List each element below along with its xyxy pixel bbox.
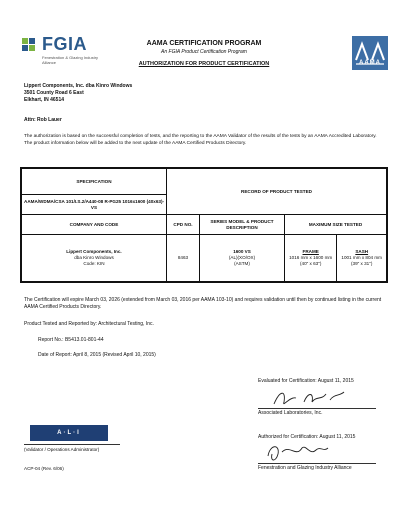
validator-line	[24, 444, 120, 445]
specification-value: AAMA/WDMA/CSA 101/I.S.2/A440-08 R-PG25 1016x1600 (40x63)-VS	[22, 195, 167, 215]
authorizer-org: Fenestration and Glazing Industry Alliance	[258, 465, 352, 471]
record-header: RECORD OF PRODUCT TESTED	[167, 169, 387, 215]
sash-size-mm: 1001 mm x 804 mm	[341, 255, 382, 260]
specification-cell	[22, 169, 167, 195]
col-cpd-header: CPD NO.	[167, 215, 200, 235]
report-number: Report No.: B5413.01-801-44	[38, 337, 104, 343]
evaluator-signature-icon	[270, 386, 360, 410]
series-config: (AL)(XO/OX)	[228, 255, 256, 260]
program-subtitle: An FGIA Product Certification Program	[161, 49, 247, 55]
company-dba: dba Kinro Windows	[74, 255, 114, 260]
ali-logo: A·L·I	[30, 425, 108, 441]
address-line1: Lippert Components, Inc. dba Kinro Windows	[24, 83, 133, 89]
attention-line: Attn: Rob Lauer	[24, 117, 62, 123]
evaluator-org: Associated Laboratories, Inc.	[258, 410, 323, 416]
report-date: Date of Report: April 8, 2015 (Revised April 10, 2015)	[38, 352, 156, 358]
recipient-address	[24, 83, 132, 104]
frame-cell	[285, 235, 337, 282]
frame-size-in: (40" x 63")	[300, 261, 322, 266]
authorized-date: Authorized for Certification: August 11, 2015	[258, 434, 356, 440]
fgia-tagline: Fenestration & Glazing Industry Alliance	[42, 55, 99, 65]
cpd-cell: 8463	[167, 235, 200, 282]
authorizer-signature-line	[258, 463, 376, 464]
evaluated-date: Evaluated for Certification: August 11, 2015	[258, 378, 354, 384]
company-code: Code: KIN	[83, 261, 105, 266]
certification-table	[20, 167, 388, 283]
col-series-header: SERIES MODEL & PRODUCT DESCRIPTION	[200, 215, 285, 235]
sash-cell	[337, 235, 387, 282]
address-line2: 3501 County Road 6 East	[24, 90, 84, 96]
sash-label: SASH	[355, 249, 369, 254]
series-cell	[200, 235, 285, 282]
company-name: Lippert Components, Inc.	[66, 249, 122, 254]
frame-size-mm: 1016 mm x 1600 mm	[289, 255, 333, 260]
sash-size-in: (39" x 31")	[351, 261, 373, 266]
form-number: ACP-04 (Rev. 6/06)	[24, 466, 64, 471]
series-model: 1600 VS	[233, 249, 251, 254]
authorization-paragraph: The authorization is based on the successful completion of tests, and the reporting to the AAMA Validator of the results of the tests by an AAMA Accredited Laboratory. The product information below will be added to the next update of the AAMA Certified Products Directory.	[24, 134, 377, 146]
address-line3: Elkhart, IN 46514	[24, 97, 65, 103]
specification-label: SPECIFICATION	[76, 178, 112, 184]
col-company-header: COMPANY AND CODE	[22, 215, 167, 235]
section-title: AUTHORIZATION FOR PRODUCT CERTIFICATION	[138, 61, 270, 67]
fgia-wordmark: FGIA	[42, 34, 87, 54]
company-cell	[22, 235, 167, 282]
evaluator-signature-line	[258, 408, 376, 409]
aama-logo-text: AAMA	[359, 60, 381, 66]
aama-logo	[352, 36, 388, 70]
validator-caption: (Validator / Operations Administrator)	[24, 447, 100, 452]
expiration-text: The Certification will expire March 03, 2026 (extended from March 03, 2016 per AAMA 103-10) and requires validation until then by continued listing in the current AAMA Certified Products Directory.	[24, 297, 382, 310]
tested-by: Product Tested and Reported by: Architectural Testing, Inc.	[24, 321, 154, 327]
col-max-header: MAXIMUM SIZE TESTED	[285, 215, 387, 235]
series-standard: (ASTM)	[234, 261, 250, 266]
frame-label: FRAME	[302, 249, 319, 254]
program-title: AAMA CERTIFICATION PROGRAM	[146, 40, 262, 47]
